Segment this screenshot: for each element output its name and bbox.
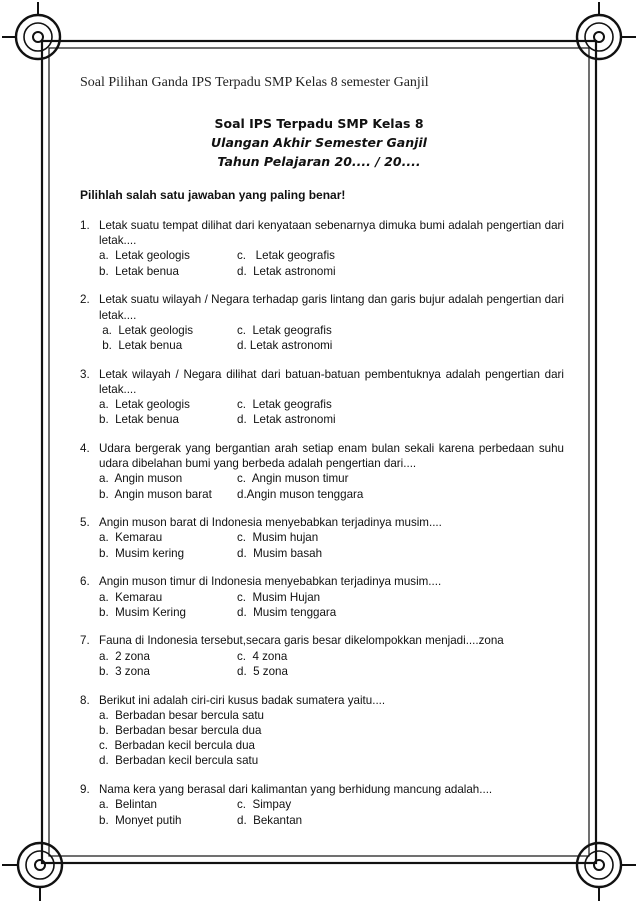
corner-ornament-bottom-left — [2, 843, 62, 901]
document-header — [0, 114, 638, 171]
question-4 — [80, 441, 564, 502]
answer-option: b. Musim Kering — [99, 605, 186, 619]
question-number: 4. — [80, 441, 90, 455]
running-title: Soal Pilihan Ganda IPS Terpadu SMP Kelas 8 semester Ganjil — [80, 75, 429, 90]
answer-option: c. Simpay — [237, 798, 292, 812]
corner-ornament-top-left — [2, 2, 60, 59]
question-9 — [80, 782, 564, 828]
question-6 — [80, 574, 564, 620]
question-5 — [80, 515, 564, 561]
question-number: 9. — [80, 783, 90, 797]
question-number: 5. — [80, 516, 90, 530]
answer-option: b. Musim kering — [99, 546, 185, 560]
question-number: 8. — [80, 693, 90, 707]
question-text: Letak suatu wilayah / Negara terhadap garis lintang dan garis bujur adalah pengertian dari letak.... — [99, 293, 564, 322]
instruction: Pilihlah salah satu jawaban yang paling benar! — [80, 188, 346, 202]
header-line-1: Soal IPS Terpadu SMP Kelas 8 — [214, 116, 424, 131]
answer-option: c. Berbadan kecil bercula dua — [99, 739, 255, 753]
answer-option: a. Letak geologis — [99, 249, 190, 263]
answer-option: d. 5 zona — [237, 664, 288, 678]
answer-option: b. Berbadan besar bercula dua — [99, 723, 262, 737]
answer-option: c. Angin muson timur — [237, 472, 349, 486]
answer-option: a. Letak geologis — [99, 398, 190, 412]
question-number: 2. — [80, 293, 90, 307]
question-number: 6. — [80, 575, 90, 589]
header-line-3: Tahun Pelajaran 20.... / 20.... — [217, 154, 421, 169]
answer-option: c. Letak geografis — [237, 323, 332, 337]
question-3 — [80, 367, 564, 428]
question-text: Letak suatu tempat dilihat dari kenyataan sebenarnya dimuka bumi adalah pengertian dari letak.... — [99, 219, 564, 248]
answer-option: a. Angin muson — [99, 472, 183, 486]
answer-option: b. Monyet putih — [99, 813, 182, 827]
answer-option: d. Musim basah — [237, 546, 323, 560]
answer-option: c. Letak geografis — [237, 249, 335, 263]
question-text: Berikut ini adalah ciri-ciri kusus badak sumatera yaitu.... — [99, 693, 386, 707]
answer-option: d. Letak astronomi — [237, 413, 336, 427]
answer-option: c. Letak geografis — [237, 398, 332, 412]
question-text: Udara bergerak yang bergantian arah setiap enam bulan sekali karena perbedaan suhu udara dibelahan bumi yang berbeda adalah pengertian dari.... — [99, 441, 564, 471]
answer-option: b. Angin muson barat — [99, 487, 212, 501]
header-line-2: Ulangan Akhir Semester Ganjil — [211, 135, 427, 150]
question-1 — [80, 218, 564, 279]
question-number: 1. — [80, 219, 90, 232]
question-text: Letak wilayah / Negara dilihat dari batuan-batuan pembentuknya adalah pengertian dari letak.... — [99, 367, 564, 396]
answer-option: d. Letak astronomi — [237, 264, 336, 278]
answer-option: b. 3 zona — [99, 664, 150, 678]
answer-option: a. Letak geologis — [99, 323, 194, 337]
question-8 — [80, 693, 564, 769]
answer-option: d. Musim tenggara — [237, 605, 337, 619]
question-text: Fauna di Indonesia tersebut,secara garis besar dikelompokkan menjadi....zona — [99, 634, 504, 648]
answer-option: a. Belintan — [99, 798, 158, 812]
answer-option: d. Letak astronomi — [237, 338, 333, 352]
question-number: 7. — [80, 634, 90, 648]
answer-option: b. Letak benua — [99, 264, 179, 278]
answer-option: d. Bekantan — [237, 813, 303, 827]
answer-option: c. Musim Hujan — [237, 590, 321, 604]
corner-ornament-top-right — [577, 2, 636, 59]
answer-option: a. 2 zona — [99, 649, 150, 663]
answer-option: b. Letak benua — [99, 338, 183, 352]
answer-option: a. Berbadan besar bercula satu — [99, 708, 264, 722]
answer-option: d.Angin muson tenggara — [237, 487, 364, 501]
answer-option: a. Kemarau — [99, 590, 163, 604]
answer-option: a. Kemarau — [99, 531, 163, 545]
corner-ornament-bottom-right — [577, 843, 636, 901]
question-list — [80, 218, 564, 841]
question-7 — [80, 633, 564, 679]
answer-option: d. Berbadan kecil bercula satu — [99, 754, 259, 768]
answer-option: c. Musim hujan — [237, 531, 319, 545]
question-2 — [80, 292, 564, 353]
question-number: 3. — [80, 367, 90, 381]
question-text: Nama kera yang berasal dari kalimantan yang berhidung mancung adalah.... — [99, 783, 493, 797]
question-text: Angin muson timur di Indonesia menyebabkan terjadinya musim.... — [99, 575, 442, 589]
answer-option: c. 4 zona — [237, 649, 288, 663]
question-text: Angin muson barat di Indonesia menyebabkan terjadinya musim.... — [99, 516, 442, 530]
answer-option: b. Letak benua — [99, 413, 179, 427]
